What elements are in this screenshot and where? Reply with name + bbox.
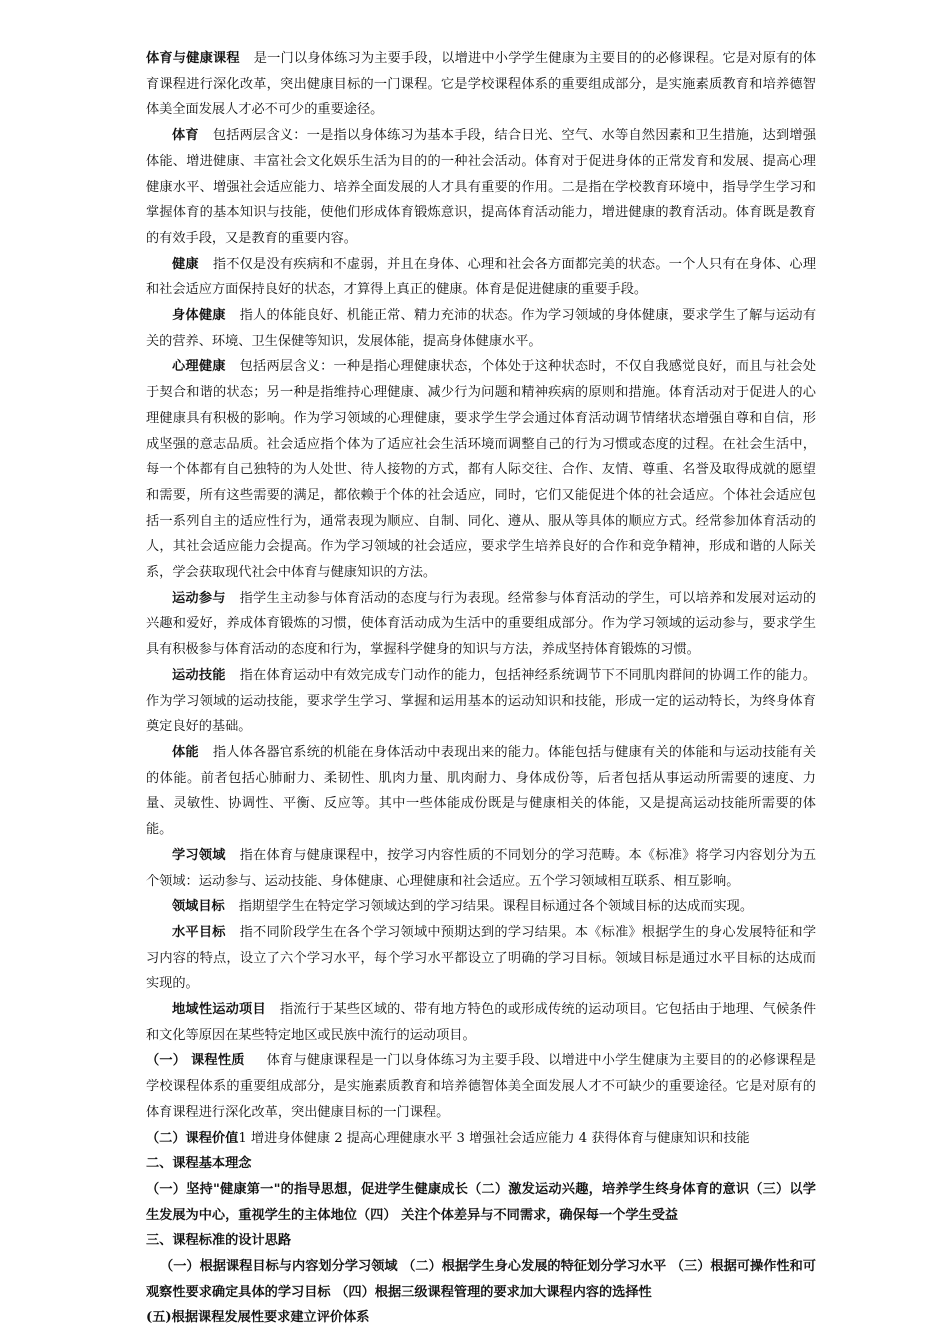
course-nature-label: （一） 课程性质 — [146, 1053, 245, 1069]
definition-text: 包括两层含义：一是指以身体练习为基本手段，结合日光、空气、水等自然因素和卫生措施，达到增强体能、增进健康、丰富社会文化娱乐生活为目的的一种社会活动。体育对于促进身体的正常发育和发展、提高心理健康水平、增强社会适应能力、培养全面发展的人才具有重要的作用。二是指在学校教育环境中，指导学生学习和掌握体育的基本知识与技能，使他们形成体育锻炼意识，提高体育活动能力，增进健康的教育活动。体育既是教育的有效手段，又是教育的重要内容。 — [146, 128, 817, 246]
definition-term: 健康 — [172, 256, 199, 272]
definition-pe — [146, 123, 816, 252]
section-two-text: （一）坚持"健康第一"的指导思想，促进学生健康成长（二）激发运动兴趣，培养学生终身体育的意识（三）以学生发展为中心，重视学生的主体地位（四） 关注个体差异与不同需求，确保每一个学生受益 — [146, 1181, 816, 1223]
definition-term: 体育与健康课程 — [146, 51, 240, 66]
definition-health — [146, 252, 816, 303]
section-three-title: 三、课程标准的设计思路 — [146, 1233, 292, 1249]
definition-fitness — [146, 740, 816, 843]
definition-term: 运动参与 — [172, 590, 226, 606]
section-three-last: (五)根据课程发展性要求建立评价体系 — [146, 1310, 370, 1326]
document-page — [146, 46, 816, 1331]
definition-term: 运动技能 — [172, 667, 226, 683]
course-value-label: （二）课程价值 — [146, 1130, 239, 1146]
definition-text: 是一门以身体练习为主要手段，以增进中小学学生健康为主要目的的必修课程。它是对原有的体育课程进行深化改革，突出健康目标的一门课程。它是学校课程体系的重要组成部分，是实施素质教育和培养德智体美全面发展人才必不可少的重要途径。 — [146, 51, 817, 118]
section-two-title: 二、课程基本理念 — [146, 1156, 252, 1172]
definition-motor-skill — [146, 663, 816, 740]
definition-domain-goal — [146, 894, 816, 920]
definition-physical-health — [146, 303, 816, 354]
definition-text: 包括两层含义：一种是指心理健康状态，个体处于这种状态时，不仅自我感觉良好，而且与社会处于契合和谐的状态；另一种是指维持心理健康、减少行为问题和精神疾病的原则和措施。体育活动对于促进人的心理健康具有积极的影响。作为学习领域的心理健康，要求学生学会通过体育活动调节情绪状态增强自尊和自信，形成坚强的意志品质。社会适应指个体为了适应社会生活环境而调整自己的行为习惯或态度的过程。在社会生活中，每一个体都有自己独特的为人处世、待人接物的方式，都有人际交往、合作、友情、尊重、名誉及取得成就的愿望和需要，所有这些需要的满足，都依赖于个体的社会适应，同时，它们又能促进个体的社会适应。个体社会适应包括一系列自主的适应性行为，通常表现为顺应、自制、同化、遵从、服从等具体的顺应方式。经常参加体育活动的人，其社会适应能力会提高。作为学习领域的社会适应，要求学生培养良好的合作和竞争精神，形成和谐的人际关系，学会获取现代社会中体育与健康知识的方法。 — [146, 359, 817, 581]
definition-text: 指在体育运动中有效完成专门动作的能力，包括神经系统调节下不同肌肉群间的协调工作的能力。作为学习领域的运动技能，要求学生学习、掌握和运用基本的运动知识和技能，形成一定的运动特长，为终身体育奠定良好的基础。 — [146, 667, 817, 735]
course-nature-text: 体育与健康课程是一门以身体练习为主要手段、以增进中小学生健康为主要目的的必修课程是学校课程体系的重要组成部分，是实施素质教育和培养德智体美全面发展人才不可缺少的重要途径。它是对原有的体育课程进行深化改革，突出健康目标的一门课程。 — [146, 1053, 816, 1120]
definition-text: 指不仅是没有疾病和不虚弱，并且在身体、心理和社会各方面都完美的状态。一个人只有在身体、心理和社会适应方面保持良好的状态，才算得上真正的健康。体育是促进健康的重要手段。 — [146, 256, 817, 298]
definition-learning-domain — [146, 843, 816, 894]
definition-level-goal — [146, 920, 816, 997]
definition-term: 水平目标 — [172, 924, 226, 940]
definition-participation — [146, 586, 816, 663]
definition-term: 心理健康 — [172, 359, 226, 375]
definition-text: 指不同阶段学生在各个学习领域中预期达到的学习结果。本《标准》根据学生的身心发展特征和学习内容的特点，设立了六个学习水平，每个学习水平都设立了明确的学习目标。领域目标是通过水平目标的达成而实现的。 — [146, 924, 817, 992]
section-three-text: （一）根据课程目标与内容划分学习领域 （二）根据学生身心发展的特征划分学习水平 （三）根据可操作性和可观察性要求确定具体的学习目标 （四）根据三级课程管理的要求加大课程内容的选择性 — [146, 1259, 816, 1300]
definition-term: 体育 — [172, 128, 199, 144]
definition-text: 指人体各器官系统的机能在身体活动中表现出来的能力。体能包括与健康有关的体能和与运动技能有关的体能。前者包括心肺耐力、柔韧性、肌肉力量、肌肉耐力、身体成份等，后者包括从事运动所需要的速度、力量、灵敏性、协调性、平衡、反应等。其中一些体能成份既是与健康相关的体能，又是提高运动技能所需要的体能。 — [146, 744, 817, 838]
definition-term: 领域目标 — [172, 899, 225, 915]
definition-text: 指人的体能良好、机能正常、精力充沛的状态。作为学习领域的身体健康，要求学生了解与运动有关的营养、环境、卫生保健等知识，发展体能，提高身体健康水平。 — [146, 308, 817, 349]
definition-term: 学习领域 — [172, 847, 226, 863]
course-value — [146, 1126, 816, 1152]
definition-text: 指流行于某些区域的、带有地方特色的或形成传统的运动项目。它包括由于地理、气候条件和文化等原因在某些特定地区或民族中流行的运动项目。 — [146, 1002, 817, 1043]
definition-term: 身体健康 — [172, 308, 226, 324]
definition-regional-sport — [146, 997, 816, 1048]
course-value-text: 1 增进身体健康 2 提高心理健康水平 3 增强社会适应能力 4 获得体育与健康知识和技能 — [238, 1130, 750, 1146]
definition-text: 指学生主动参与体育活动的态度与行为表现。经常参与体育活动的学生，可以培养和发展对运动的兴趣和爱好，养成体育锻炼的习惯，使体育活动成为生活中的重要组成部分。作为学习领域的运动参与，要求学生具有积极参与体育活动的态度和行为，掌握科学健身的知识与方法，养成坚持体育锻炼的习惯。 — [146, 590, 817, 658]
definition-course — [146, 46, 816, 123]
definition-text: 指在体育与健康课程中，按学习内容性质的不同划分的学习范畴。本《标准》将学习内容划分为五个领域：运动参与、运动技能、身体健康、心理健康和社会适应。五个学习领域相互联系、相互影响。 — [146, 847, 817, 889]
course-nature — [146, 1048, 816, 1125]
definition-term: 地域性运动项目 — [172, 1002, 266, 1018]
definition-text: 指期望学生在特定学习领域达到的学习结果。课程目标通过各个领域目标的达成而实现。 — [238, 899, 754, 915]
definition-term: 体能 — [172, 744, 199, 760]
definition-mental-health — [146, 354, 816, 585]
